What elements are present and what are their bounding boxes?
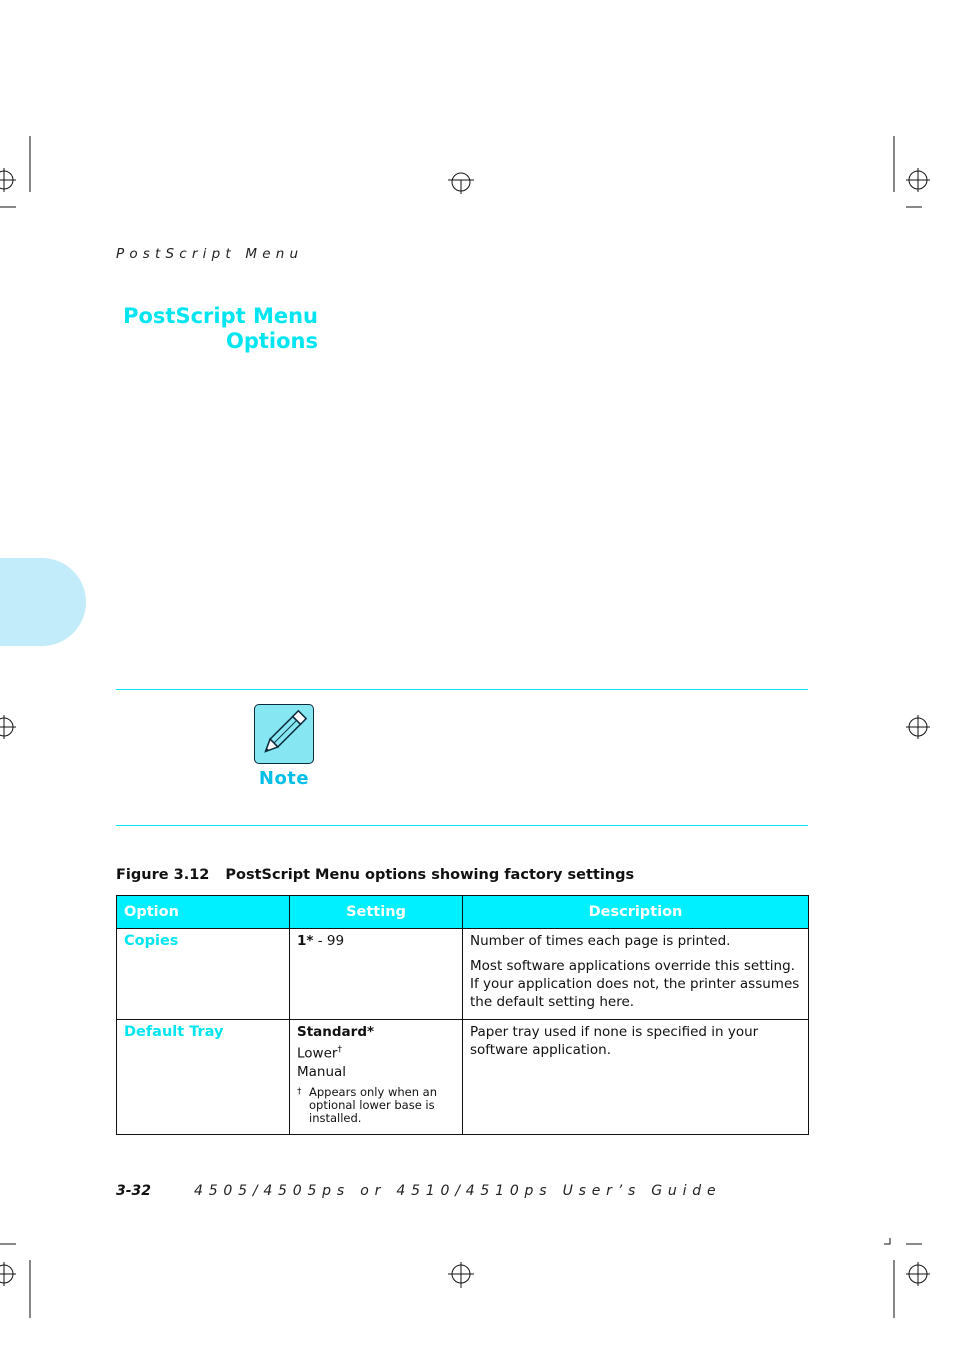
figure-caption-text: PostScript Menu options showing factory settings — [225, 867, 635, 883]
page-number: 3-32 — [116, 1183, 152, 1199]
description-text: Most software applications override this setting. If your application does not, the printer assumes the default setting here. — [470, 958, 800, 1010]
table-header-row — [117, 896, 809, 929]
options-table — [116, 895, 809, 1135]
description-text: Number of times each page is printed. — [470, 933, 731, 949]
footnote — [297, 1086, 455, 1125]
footnote-text: Appears only when an optional lower base is installed. — [309, 1084, 437, 1125]
description-cell — [463, 929, 809, 1020]
section-title-line-1: PostScript Menu — [123, 304, 318, 328]
figure-number: Figure 3.12 — [116, 867, 210, 883]
section-title-line-2: Options — [226, 329, 318, 353]
footnote-mark: † — [337, 1045, 342, 1055]
description-cell — [463, 1020, 809, 1135]
setting-default: 1* — [297, 933, 314, 949]
option-copies: Copies — [117, 929, 290, 1020]
setting-option-manual: Manual — [297, 1063, 347, 1080]
table-row — [117, 1020, 809, 1135]
setting-range: - 99 — [313, 933, 345, 949]
guide-title: 4505/4505ps or 4510/4510ps User’s Guide — [194, 1183, 722, 1199]
setting-cell — [290, 929, 463, 1020]
column-header-option: Option — [117, 896, 290, 929]
figure-caption — [116, 867, 634, 883]
chapter-thumb-tab — [0, 558, 86, 646]
note-label: Note — [258, 768, 310, 789]
footnote-mark: † — [297, 1086, 302, 1097]
running-head: PostScript Menu — [116, 246, 304, 262]
section-title — [100, 304, 318, 354]
description-text: Paper tray used if none is specified in your software application. — [470, 1024, 759, 1058]
setting-default: Standard* — [297, 1024, 375, 1040]
pencil-icon — [254, 704, 314, 764]
setting-cell — [290, 1020, 463, 1135]
note-bottom-rule — [116, 825, 808, 826]
note-top-rule — [116, 689, 808, 690]
table-row — [117, 929, 809, 1020]
option-default-tray: Default Tray — [117, 1020, 290, 1135]
setting-option-lower: Lower† — [297, 1045, 342, 1062]
column-header-setting: Setting — [290, 896, 463, 929]
column-header-description: Description — [463, 896, 809, 929]
